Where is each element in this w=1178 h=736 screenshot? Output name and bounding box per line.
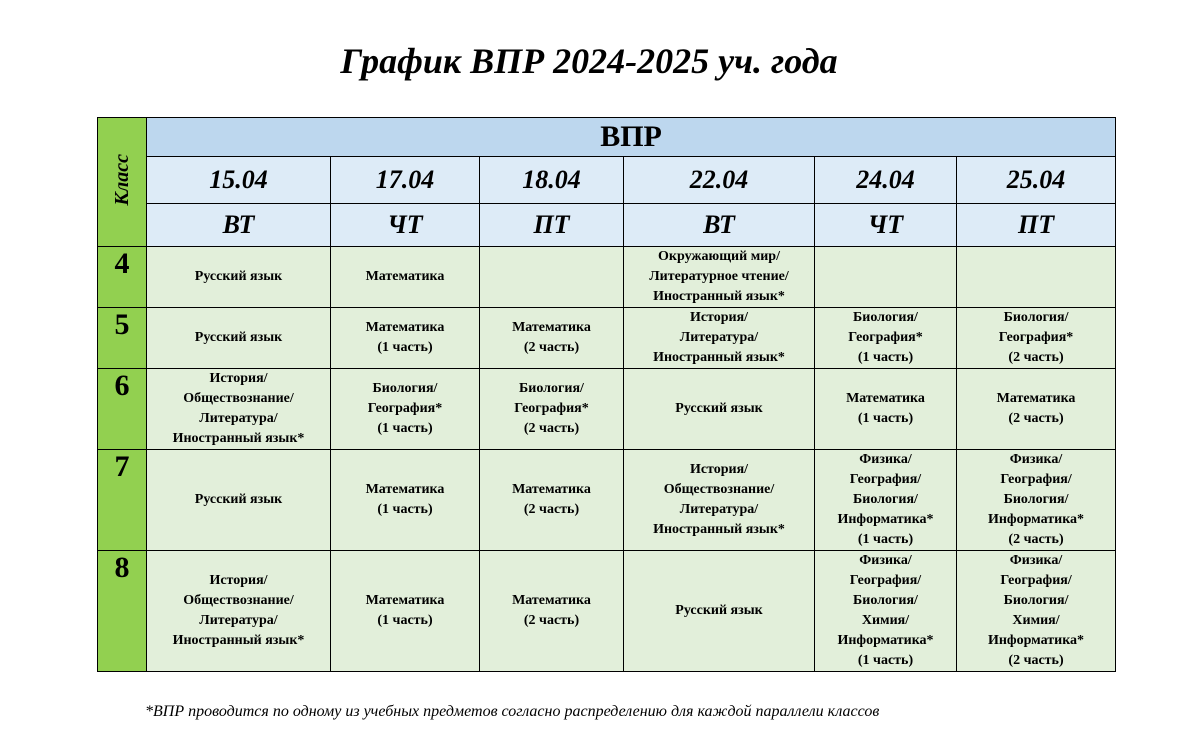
- subject-cell: Математика (1 часть): [815, 369, 957, 450]
- subject-cell: Физика/ География/ Биология/ Информатика* (1 часть): [815, 450, 957, 551]
- subject-cell: Русский язык: [147, 450, 331, 551]
- subject-cell: История/ Обществознание/ Литература/ Иностранный язык*: [624, 450, 815, 551]
- date-header: 24.04: [815, 157, 957, 204]
- date-header: 18.04: [480, 157, 624, 204]
- subject-cell: Физика/ География/ Биология/ Химия/ Информатика* (2 часть): [957, 551, 1116, 672]
- vpr-header: ВПР: [147, 118, 1116, 157]
- subject-cell: [957, 247, 1116, 308]
- grade-cell: [98, 369, 147, 450]
- footnote: *ВПР проводится по одному из учебных предметов согласно распределению для каждой параллели классов: [145, 703, 880, 720]
- days-row: [98, 204, 1116, 247]
- grade-cell: [98, 450, 147, 551]
- dates-row: [98, 157, 1116, 204]
- schedule-table: [97, 117, 1116, 672]
- subject-cell: Математика (1 часть): [331, 308, 480, 369]
- subject-cell: Физика/ География/ Биология/ Информатика* (2 часть): [957, 450, 1116, 551]
- subject-cell: История/ Литература/ Иностранный язык*: [624, 308, 815, 369]
- subject-cell: История/ Обществознание/ Литература/ Иностранный язык*: [147, 551, 331, 672]
- weekday-header: ПТ: [957, 204, 1116, 247]
- grade-label: 6: [114, 369, 130, 402]
- date-header: 17.04: [331, 157, 480, 204]
- grade-cell: [98, 551, 147, 672]
- subject-cell: Русский язык: [624, 551, 815, 672]
- subject-cell: Биология/ География* (1 часть): [815, 308, 957, 369]
- date-header: 15.04: [147, 157, 331, 204]
- subject-cell: Биология/ География* (2 часть): [957, 308, 1116, 369]
- table-row: [98, 551, 1116, 672]
- subject-cell: Физика/ География/ Биология/ Химия/ Информатика* (1 часть): [815, 551, 957, 672]
- table-row: [98, 369, 1116, 450]
- weekday-header: ВТ: [624, 204, 815, 247]
- subject-cell: Русский язык: [147, 308, 331, 369]
- class-header-cell: [98, 118, 147, 247]
- subject-cell: Математика (2 часть): [480, 308, 624, 369]
- table-row: [98, 308, 1116, 369]
- subject-cell: Окружающий мир/ Литературное чтение/ Иностранный язык*: [624, 247, 815, 308]
- table-row: [98, 247, 1116, 308]
- grade-label: 7: [114, 450, 130, 483]
- subject-cell: Математика (2 часть): [480, 450, 624, 551]
- subject-cell: [815, 247, 957, 308]
- subject-cell: Биология/ География* (2 часть): [480, 369, 624, 450]
- subject-cell: Математика: [331, 247, 480, 308]
- subject-cell: История/ Обществознание/ Литература/ Иностранный язык*: [147, 369, 331, 450]
- subject-cell: [480, 247, 624, 308]
- subject-cell: Биология/ География* (1 часть): [331, 369, 480, 450]
- weekday-header: ВТ: [147, 204, 331, 247]
- grade-cell: [98, 247, 147, 308]
- grade-label: 5: [114, 308, 130, 341]
- weekday-header: ПТ: [480, 204, 624, 247]
- page-title: График ВПР 2024-2025 уч. года: [340, 41, 838, 81]
- subject-cell: Математика (2 часть): [480, 551, 624, 672]
- class-header-label: Класс: [111, 153, 133, 206]
- grade-label: 8: [114, 551, 130, 584]
- weekday-header: ЧТ: [331, 204, 480, 247]
- grade-cell: [98, 308, 147, 369]
- subject-cell: Математика (2 часть): [957, 369, 1116, 450]
- subject-cell: Математика (1 часть): [331, 551, 480, 672]
- subject-cell: Математика (1 часть): [331, 450, 480, 551]
- subject-cell: Русский язык: [624, 369, 815, 450]
- weekday-header: ЧТ: [815, 204, 957, 247]
- date-header: 25.04: [957, 157, 1116, 204]
- grade-label: 4: [114, 247, 130, 280]
- subject-cell: Русский язык: [147, 247, 331, 308]
- table-row: [98, 450, 1116, 551]
- date-header: 22.04: [624, 157, 815, 204]
